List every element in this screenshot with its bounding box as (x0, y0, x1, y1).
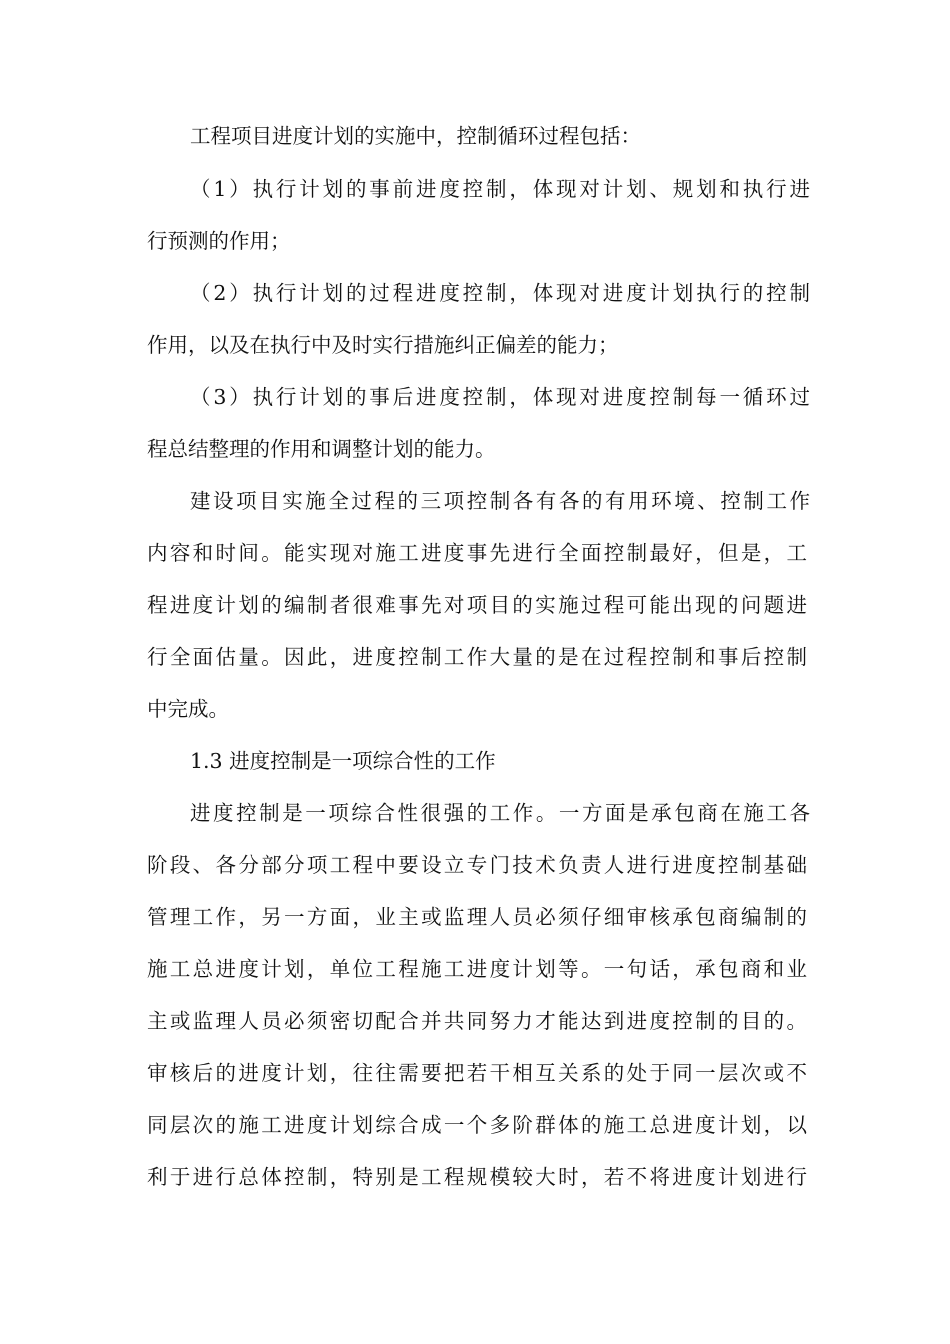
text-line: 阶段、各分部分项工程中要设立专门技术负责人进行进度控制基础 (147, 853, 807, 877)
text-line: 作用，以及在执行中及时实行措施纠正偏差的能力； (147, 333, 619, 357)
text-line: 内容和时间。能实现对施工进度事先进行全面控制最好，但是，工 (147, 541, 807, 565)
text-line: 进度控制是一项综合性很强的工作。一方面是承包商在施工各 (190, 801, 810, 825)
text-line: 工程项目进度计划的实施中，控制循环过程包括： (190, 124, 641, 148)
text-line: 主或监理人员必须密切配合并共同努力才能达到进度控制的目的。 (147, 1009, 807, 1033)
text-line: （1）执行计划的事前进度控制，体现对计划、规划和执行进 (190, 177, 810, 201)
text-line: 行预测的作用； (147, 229, 291, 253)
text-line: （3）执行计划的事后进度控制，体现对进度控制每一循环过 (190, 385, 810, 409)
text-line: 行全面估量。因此，进度控制工作大量的是在过程控制和事后控制 (147, 645, 807, 669)
text-line: 程进度计划的编制者很难事先对项目的实施过程可能出现的问题进 (147, 593, 807, 617)
text-line: 管理工作，另一方面，业主或监理人员必须仔细审核承包商编制的 (147, 905, 807, 929)
text-line: 施工总进度计划，单位工程施工进度计划等。一句话，承包商和业 (147, 957, 807, 981)
section-heading: 1.3 进度控制是一项综合性的工作 (190, 749, 496, 773)
text-line: 利于进行总体控制，特别是工程规模较大时，若不将进度计划进行 (147, 1165, 807, 1189)
text-line: 同层次的施工进度计划综合成一个多阶群体的施工总进度计划，以 (147, 1113, 807, 1137)
text-line: 程总结整理的作用和调整计划的能力。 (147, 437, 496, 461)
text-line: 审核后的进度计划，往往需要把若干相互关系的处于同一层次或不 (147, 1061, 807, 1085)
text-line: （2）执行计划的过程进度控制，体现对进度计划执行的控制 (190, 281, 810, 305)
text-line: 建设项目实施全过程的三项控制各有各的有用环境、控制工作 (190, 489, 810, 513)
text-line: 中完成。 (147, 697, 229, 721)
